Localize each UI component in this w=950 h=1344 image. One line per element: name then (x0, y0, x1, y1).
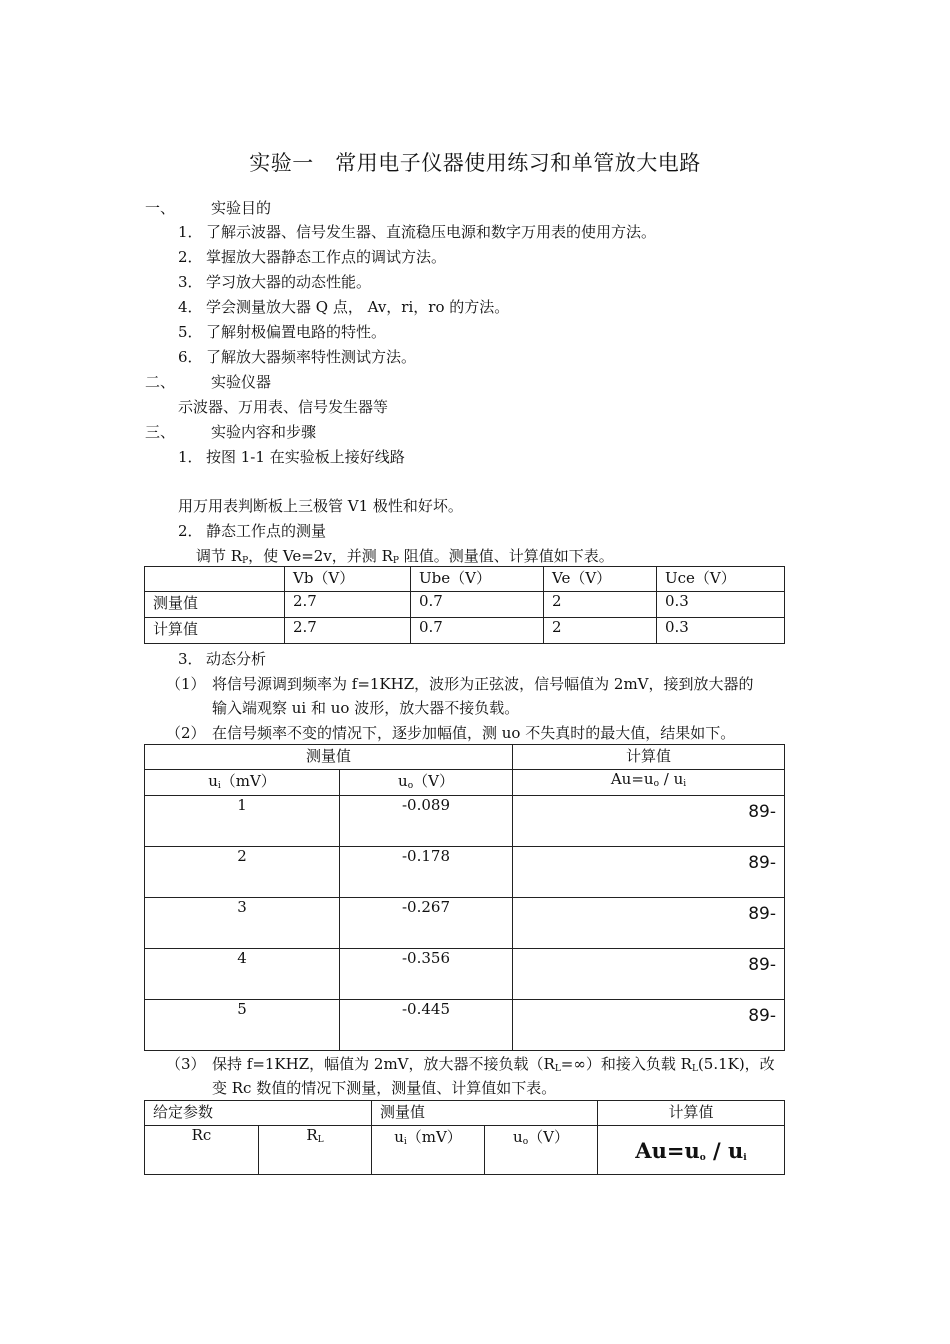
objective-item (178, 347, 416, 367)
table-cell: 0.3 (657, 592, 785, 618)
cell-au: 89- (513, 796, 785, 847)
step-1 (178, 447, 405, 467)
header-ui: $u_i(mV)$ (372, 1126, 485, 1175)
cell-au: 89- (513, 1000, 785, 1051)
table-row (145, 898, 785, 949)
cell-uo: -0.445 (340, 1000, 513, 1051)
table-cell: 测量值 (145, 592, 285, 618)
table-row (145, 618, 785, 644)
paragraph-2: （2） 在信号频率不变的情况下，逐步加幅值，测 uo 不失真时的最大值，结果如下。 (166, 724, 736, 742)
group-header-measured: 测量值 (372, 1101, 598, 1126)
item-number: 1． (178, 448, 203, 466)
table-row (145, 949, 785, 1000)
cell-au: 89- (513, 949, 785, 1000)
section-3-heading (145, 422, 316, 442)
item-number: 5． (178, 323, 203, 341)
group-header-calculated: 计算值 (513, 745, 785, 770)
table-cell: 2 (544, 592, 657, 618)
header-au-formula: $Au=u_o / u_i$ (598, 1126, 785, 1175)
section-number: 二、 (145, 373, 176, 391)
cell-ui: 3 (145, 898, 340, 949)
cell-ui: 4 (145, 949, 340, 1000)
table-group-header-row (145, 745, 785, 770)
item-text: 静态工作点的测量 (206, 522, 327, 540)
header-uo: $u_o(V)$ (485, 1126, 598, 1175)
section-number: 三、 (145, 423, 176, 441)
table-header: Uce（V） (657, 567, 785, 592)
paragraph-3-cont: 变 Rc 数值的情况下测量，测量值、计算值如下表。 (212, 1079, 557, 1097)
table-header-row (145, 770, 785, 796)
table-cell: 2.7 (285, 592, 411, 618)
item-text: 了解射极偏置电路的特性。 (206, 323, 387, 341)
header-au: $Au=u_o / u_i$ (513, 770, 785, 796)
item-number: 1． (178, 223, 203, 241)
section-title: 实验目的 (211, 199, 272, 217)
cell-ui: 5 (145, 1000, 340, 1051)
objective-item (178, 297, 509, 317)
table-row (145, 847, 785, 898)
paragraph-3: （3） 保持 f=1KHZ，幅值为 2mV，放大器不接负载$(R_L=\infty)$和接入负载 $R_L(5.1K)$，改 (166, 1055, 775, 1074)
group-header-given: 给定参数 (145, 1101, 372, 1126)
objective-item (178, 322, 386, 342)
group-header-calculated: 计算值 (598, 1101, 785, 1126)
multimeter-text: 用万用表判断板上三极管 V1 极性和好坏。 (178, 497, 463, 515)
item-text: 按图 1-1 在实验板上接好线路 (206, 448, 405, 466)
adjust-text: 调节 $R_P$，使 Ve=2v，并测 $R_P$ 阻值。测量值、计算值如下表。 (196, 547, 614, 566)
table-cell: 0.7 (411, 618, 544, 644)
table-header: Ube（V） (411, 567, 544, 592)
header-ui: $u_i(mV)$ (145, 770, 340, 796)
section-number: 一、 (145, 199, 176, 217)
item-text: 动态分析 (206, 650, 267, 668)
rc-rl-table (144, 1100, 785, 1175)
item-text: 了解示波器、信号发生器、直流稳压电源和数字万用表的使用方法。 (206, 223, 657, 241)
page-title: 实验一 常用电子仪器使用练习和单管放大电路 (249, 151, 701, 175)
section-title: 实验内容和步骤 (211, 423, 317, 441)
item-number: 3． (178, 650, 203, 668)
table-header-row (145, 1126, 785, 1175)
cell-ui: 1 (145, 796, 340, 847)
item-text: 学习放大器的动态性能。 (206, 273, 372, 291)
item-number: 2． (178, 522, 203, 540)
objective-item (178, 222, 656, 242)
header-uo: $u_o(V)$ (340, 770, 513, 796)
table-header-row (145, 567, 785, 592)
table-header: Vb（V） (285, 567, 411, 592)
item-number: 3． (178, 273, 203, 291)
section-1-heading (145, 198, 271, 218)
section-title: 实验仪器 (211, 373, 272, 391)
table-cell: 0.7 (411, 592, 544, 618)
item-number: 2． (178, 248, 203, 266)
header-rc: Rc (145, 1126, 259, 1175)
cell-au: 89- (513, 898, 785, 949)
paragraph-1-cont: 输入端观察 ui 和 uo 波形，放大器不接负载。 (212, 699, 520, 717)
cell-uo: -0.267 (340, 898, 513, 949)
item-text: 掌握放大器静态工作点的调试方法。 (206, 248, 447, 266)
objective-item (178, 247, 446, 267)
group-header-measured: 测量值 (145, 745, 513, 770)
item-number: 4． (178, 298, 203, 316)
section-2-heading (145, 372, 271, 392)
item-number: 6． (178, 348, 203, 366)
cell-ui: 2 (145, 847, 340, 898)
step-3 (178, 649, 266, 669)
instruments-text: 示波器、万用表、信号发生器等 (178, 398, 389, 416)
table-group-header-row (145, 1101, 785, 1126)
cell-uo: -0.089 (340, 796, 513, 847)
cell-au: 89- (513, 847, 785, 898)
cell-uo: -0.356 (340, 949, 513, 1000)
objective-item (178, 272, 371, 292)
table-cell: 0.3 (657, 618, 785, 644)
table-cell: 2.7 (285, 618, 411, 644)
dynamic-table (144, 744, 785, 1051)
table-row (145, 796, 785, 847)
table-row (145, 592, 785, 618)
paragraph-1: （1） 将信号源调到频率为 f=1KHZ，波形为正弦波，信号幅值为 2mV，接到放大器的 (166, 675, 754, 693)
static-point-table (144, 566, 785, 644)
table-header: Ve（V） (544, 567, 657, 592)
table-header (145, 567, 285, 592)
header-rl: $R_L$ (259, 1126, 372, 1175)
table-cell: 计算值 (145, 618, 285, 644)
table-row (145, 1000, 785, 1051)
item-text: 了解放大器频率特性测试方法。 (206, 348, 417, 366)
item-text: 学会测量放大器 Q 点， Av，ri，ro 的方法。 (206, 298, 510, 316)
step-2 (178, 521, 326, 541)
table-cell: 2 (544, 618, 657, 644)
cell-uo: -0.178 (340, 847, 513, 898)
